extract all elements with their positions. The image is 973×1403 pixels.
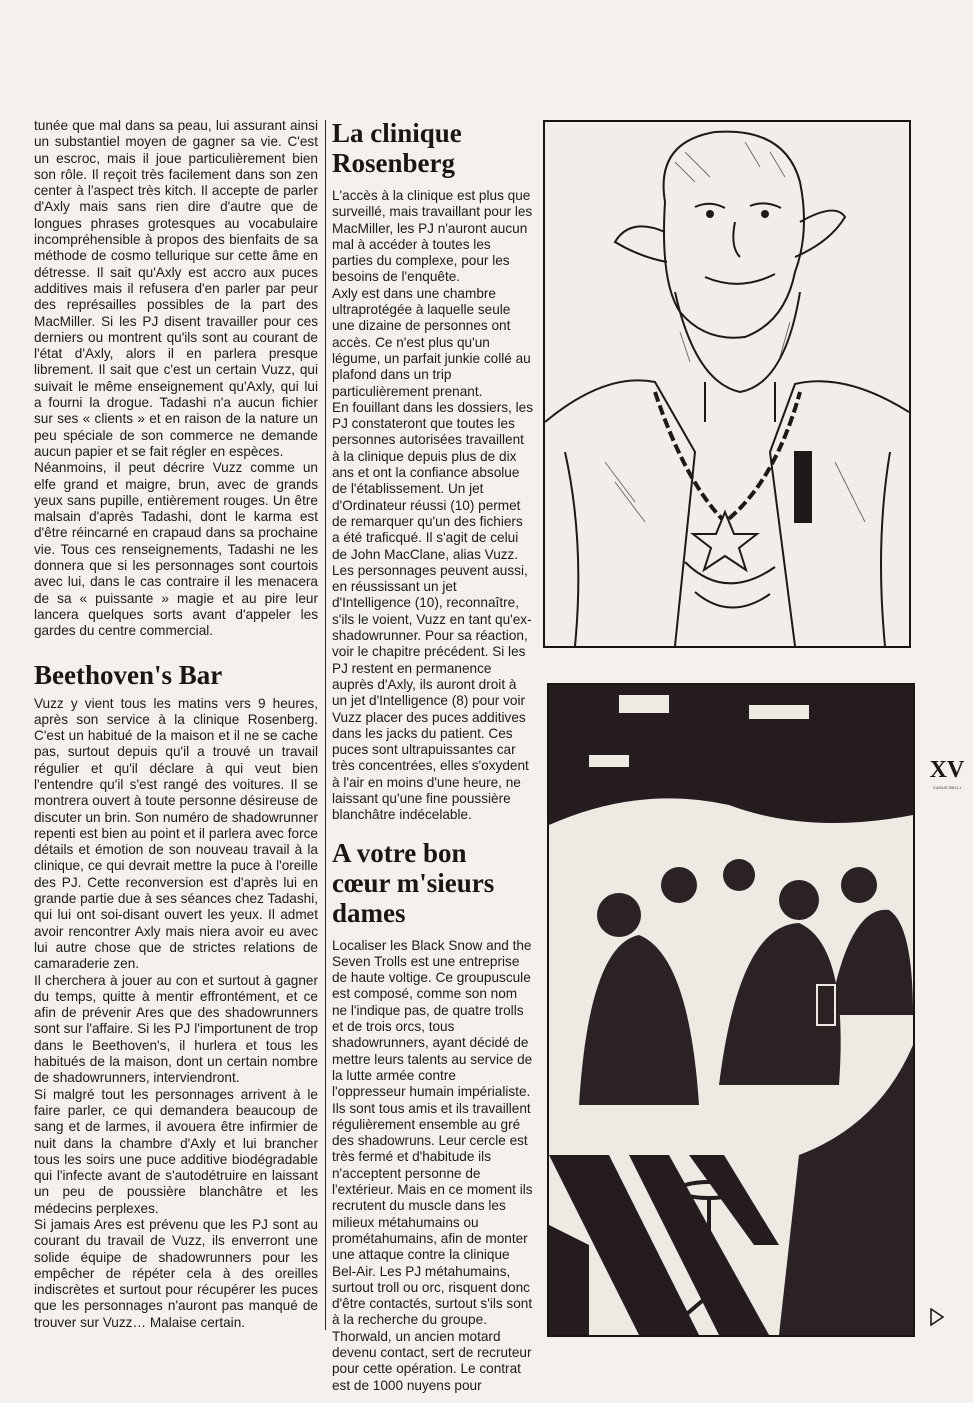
column-divider bbox=[325, 120, 326, 1330]
votre-title-line-3: dames bbox=[332, 897, 406, 928]
clinique-paragraph-4: Les personnages peuvent aussi, en réussissant un jet d'Intelligence (10), reconnaître, s'ils le voient, Vuzz en tant qu'ex-shadowrunner. Pour sa réaction, voir le chapitre précédent. Si les PJ restent en permanence auprès d'Axly, ils auront droit à un jet d'Intelligence (8) pour voir Vuzz placer des puces additives dans les jacks du patient. Ces puces sont ultrapuissantes car très concentrées, elles s'oxydent à l'air en moins d'une heure, ne laissant qu'une fine poussière blanchâtre indécelable. bbox=[332, 562, 532, 823]
votre-title-line-2: cœur m'sieurs bbox=[332, 867, 495, 898]
left-column bbox=[34, 118, 318, 1331]
bar-scene-illustration bbox=[547, 683, 915, 1337]
publication-name: CASUS BELLI bbox=[933, 785, 961, 790]
votre-paragraph-1: Localiser les Black Snow and the Seven Trolls est une entreprise de haute voltige. Ce groupuscule est composé, comme son nom ne l'indique pas, de quatre trolls et de trois orcs, tous shadowrunners, ayant décidé de mettre leurs talents au service de la lutte armée contre l'oppresseur humain impérialiste. Ils sont tous amis et ils travaillent régulièrement ensemble au gré des shadowruns. Leur cercle est très fermé et d'habitude ils n'acceptent personne de l'extérieur. Mais en ce moment ils recrutent du muscle dans les milieux métahumains ou prométahumains, afin de monter une attaque contre la clinique Bel-Air. Les PJ métahumains, surtout troll ou orc, risquent donc d'être contactés, surtout s'ils sont à la recherche du groupe. Thorwald, un ancien motard devenu contact, sert de recruteur pour cette opération. Le contrat est de 1000 nuyens pour bbox=[332, 937, 533, 1393]
next-page-arrow-icon[interactable] bbox=[930, 1308, 944, 1326]
section-title-clinique bbox=[332, 118, 533, 178]
section-title-a-votre-bon-coeur bbox=[332, 838, 533, 928]
beethoven-paragraph-3: Si malgré tout les personnages arrivent à le faire parler, ce qui demandera beaucoup de sang et de larmes, il avouera être infirmier de nuit dans la chambre d'Axly et lui brancher tous les soirs une puce additive biodégradable qui l'infecte avant de s'autodétruire en laissant un peu de poussière blanchâtre et les médecins perplexes. bbox=[34, 1086, 318, 1216]
beethoven-paragraph-1: Vuzz y vient tous les matins vers 9 heures, après son service à la clinique Rosenberg. C'est un habitué de la maison et il ne se cache pas, surtout depuis qu'il a trouvé un travail régulier et qu'il déclare à qui veut bien l'entendre qu'il s'est rangé des voitures. Il se montrera ouvert à toute personne désireuse de discuter un brin. Son numéro de shadowrunner repenti est bien au point et il parlera avec force détails et émotion de son nouveau travail à la clinique, ce qui devrait mettre la puce à l'oreille des PJ. Cette reconversion est d'après lui en grande partie due à ses séances chez Tadashi, qui lui ont soi-disant ouvert les yeux. Il admet avoir rencontrer Axly mais niera avoir eu avec lui autre chose que de strictes relations de camaraderie zen. bbox=[34, 695, 318, 972]
ork-portrait-drawing bbox=[545, 122, 909, 646]
clinique-title-line-1: La clinique bbox=[332, 118, 462, 148]
votre-title-line-1: A votre bon bbox=[332, 837, 467, 868]
beethoven-paragraph-4: Si jamais Ares est prévenu que les PJ sont au courant du travail de Vuzz, ils enverront une solide équipe de shadowrunners pour les empêcher de répéter cela à des oreilles indiscrètes et surtout pour récupérer les puces que les personnages n'auront pas manqué de trouver sur Vuzz… Malaise certain. bbox=[34, 1217, 318, 1330]
clinique-paragraph-1: L'accès à la clinique est plus que surveillé, mais travaillant pour les MacMiller, les PJ n'auront aucun mal à accéder à toutes les parties du complexe, pour les besoins de l'enquête. bbox=[332, 188, 533, 285]
intro-paragraph-2: Néanmoins, il peut décrire Vuzz comme un elfe grand et maigre, brun, avec de grands yeux sans pupille, entièrement rouges. Un être malsain d'après Tadashi, dont le karma est d'être réincarné en crapaud dans sa prochaine vie. Tous ces renseignements, Tadashi ne les donnera que si les personnages sont courtois avec lui, dans le cas contraire il les menacera de sa « puissante » magie et au pire leur lancera quelques sorts avant d'appeler les gardes du centre commercial. bbox=[34, 460, 318, 639]
intro-paragraph-1: tunée que mal dans sa peau, lui assurant ainsi un substantiel moyen de gagner sa vie. C'est un escroc, mais il joue particulièrement bien son rôle. Il reçoit très facilement dans son zen center à l'aspect très kitch. Il accepte de parler d'Axly mais sans rien dire d'autre que de longues phrases grotesques au vocabulaire incompréhensible à propos des bienfaits de sa méthode de cosmo tellurique sur cette âme en détresse. Il sait qu'Axly est accro aux puces additives mais il refusera d'en parler par peur des représailles possibles de la part des MacMiller. Si les PJ disent travailler pour ces derniers ou montrent qu'ils sont au courant de l'état d'Axly, alors il en parlera presque librement. Il sait que c'est un certain Vuzz, qui suivait le même enseignement qu'Axly, qui lui a fourni la drogue. Tadashi n'a aucun fichier sur ses « clients » et en raison de la nature un peu spéciale de son commerce ne demande aucun papier et se fait régler en espèces. bbox=[34, 118, 318, 459]
page-number: XV bbox=[929, 757, 965, 783]
section-title-beethovens-bar: Beethoven's Bar bbox=[34, 659, 223, 690]
middle-column bbox=[332, 118, 533, 1394]
clinique-paragraph-3: En fouillant dans les dossiers, les PJ constateront que toutes les personnes autorisées travaillent à la clinique depuis plus de dix ans et ont la confiance absolue de l'établissement. Un jet d'Ordinateur réussi (10) permet de remarquer qu'un des fichiers a été traficqué. Il s'agit de celui de John MacClane, alias Vuzz. bbox=[332, 399, 533, 562]
ork-portrait-illustration bbox=[543, 120, 911, 648]
bar-scene-drawing bbox=[549, 685, 913, 1335]
clinique-title-line-2: Rosenberg bbox=[332, 148, 455, 178]
clinique-paragraph-2: Axly est dans une chambre ultraprotégée à laquelle seule une dizaine de personnes ont accès. Ce n'est plus qu'un légume, un parfait junkie collé au plafond dans un trip particulièrement prenant. bbox=[332, 285, 531, 399]
beethoven-paragraph-2: Il cherchera à jouer au con et surtout à gagner du temps, quitte à mentir effrontément, et ce afin de prévenir Ares que des shadowrunners sont sur l'affaire. Si les PJ l'importunent de trop dans le Beethoven's, il hurlera et tous les habitués de la maison, dont un certain nombre de shadowrunners, interviendront. bbox=[34, 972, 318, 1086]
